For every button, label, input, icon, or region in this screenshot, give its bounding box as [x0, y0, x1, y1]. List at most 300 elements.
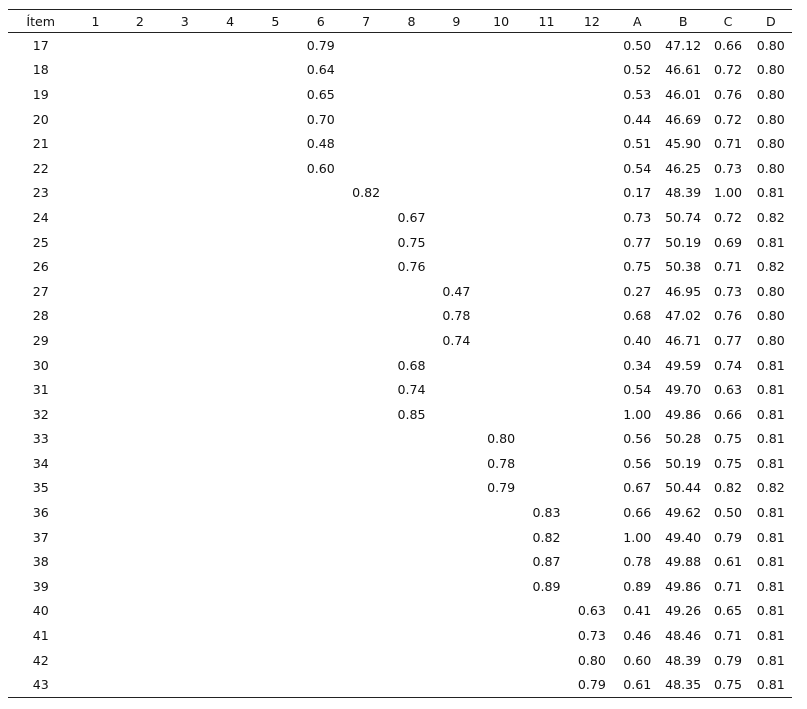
value-cell: [524, 402, 569, 427]
value-cell: [162, 402, 207, 427]
value-cell: [73, 451, 117, 476]
header-cell-6: 6: [298, 10, 343, 33]
value-cell: [343, 58, 388, 83]
value-cell: [118, 525, 162, 550]
value-cell: [298, 549, 343, 574]
value-cell: [298, 648, 343, 673]
value-cell: [524, 427, 569, 452]
item-number-cell: 20: [32, 111, 49, 127]
value-cell: 49.86: [665, 578, 702, 594]
value-cell: [434, 254, 478, 279]
value-cell: [569, 377, 614, 402]
value-cell: 0.75: [623, 259, 652, 275]
value-cell: [162, 230, 207, 255]
value-cell: 0.54: [623, 160, 652, 176]
value-cell: 0.44: [623, 111, 652, 127]
value-cell: [434, 476, 478, 501]
value-cell: [207, 82, 252, 107]
value-cell: [118, 353, 162, 378]
value-cell: [434, 107, 478, 132]
value-cell: 49.59: [665, 357, 702, 373]
value-cell: [253, 304, 298, 329]
value-cell: [73, 672, 117, 697]
value-cell: 0.78: [487, 455, 516, 471]
value-cell: [479, 82, 524, 107]
value-cell: [343, 672, 388, 697]
item-number-cell: 30: [32, 357, 49, 373]
value-cell: [207, 131, 252, 156]
value-cell: 0.79: [569, 672, 614, 697]
value-cell: [118, 230, 162, 255]
value-cell: [434, 500, 478, 525]
value-cell: [343, 205, 388, 230]
value-cell: [479, 377, 524, 402]
value-cell: [73, 549, 117, 574]
table-row: [8, 131, 792, 156]
value-cell: [434, 402, 478, 427]
value-cell: [73, 476, 117, 501]
value-cell: 49.62: [665, 505, 702, 521]
value-cell: 0.82: [756, 480, 785, 496]
value-cell: [162, 82, 207, 107]
value-cell: [479, 205, 524, 230]
value-cell: [162, 33, 207, 58]
value-cell: [162, 672, 207, 697]
value-cell: [253, 230, 298, 255]
value-cell: [434, 82, 478, 107]
value-cell: [389, 500, 434, 525]
value-cell: 48.39: [665, 185, 702, 201]
value-cell: 0.87: [532, 554, 561, 570]
value-cell: [479, 107, 524, 132]
value-cell: [434, 525, 478, 550]
value-cell: 48.46: [665, 628, 702, 644]
value-cell: 0.47: [442, 283, 471, 299]
value-cell: [389, 58, 434, 83]
value-cell: [253, 623, 298, 648]
value-cell: 0.89: [532, 578, 561, 594]
value-cell: [434, 131, 478, 156]
value-cell: 50.19: [665, 234, 702, 250]
value-cell: [343, 328, 388, 353]
table-row: [8, 205, 792, 230]
value-cell: [434, 58, 478, 83]
header-cell-10: 10: [479, 10, 524, 33]
value-cell: [479, 599, 524, 624]
value-cell: [162, 181, 207, 206]
value-cell: [569, 476, 614, 501]
factor-loadings-table: [8, 9, 792, 698]
value-cell: [343, 254, 388, 279]
value-cell: [253, 427, 298, 452]
value-cell: [73, 181, 117, 206]
value-cell: [207, 623, 252, 648]
value-cell: 0.68: [397, 357, 426, 373]
value-cell: [162, 599, 207, 624]
value-cell: 46.01: [665, 86, 702, 102]
value-cell: 0.85: [397, 406, 426, 422]
header-cell-a: A: [615, 10, 660, 33]
value-cell: 0.80: [756, 308, 785, 324]
value-cell: [118, 623, 162, 648]
value-cell: [479, 279, 524, 304]
header-cell-d: D: [750, 10, 792, 33]
value-cell: 49.86: [665, 406, 702, 422]
value-cell: [73, 254, 117, 279]
value-cell: 0.76: [713, 308, 742, 324]
value-cell: 0.81: [756, 431, 785, 447]
value-cell: [118, 549, 162, 574]
item-number-cell: 17: [32, 37, 49, 53]
value-cell: 0.64: [306, 62, 335, 78]
header-cell-12: 12: [569, 10, 614, 33]
value-cell: [298, 304, 343, 329]
value-cell: [524, 131, 569, 156]
value-cell: [118, 402, 162, 427]
value-cell: 0.73: [713, 160, 742, 176]
value-cell: [434, 451, 478, 476]
value-cell: 0.72: [713, 62, 742, 78]
value-cell: [524, 476, 569, 501]
value-cell: 0.78: [623, 554, 652, 570]
value-cell: [162, 205, 207, 230]
value-cell: [569, 82, 614, 107]
value-cell: [207, 451, 252, 476]
value-cell: [479, 402, 524, 427]
value-cell: [479, 623, 524, 648]
value-cell: [253, 33, 298, 58]
value-cell: [524, 58, 569, 83]
value-cell: 0.48: [306, 136, 335, 152]
value-cell: 0.79: [713, 529, 742, 545]
header-cell-8: 8: [389, 10, 434, 33]
table-row: [8, 353, 792, 378]
value-cell: [298, 328, 343, 353]
value-cell: [298, 623, 343, 648]
item-number-cell: 41: [32, 628, 49, 644]
value-cell: 0.81: [756, 357, 785, 373]
value-cell: [207, 353, 252, 378]
value-cell: [73, 279, 117, 304]
value-cell: [343, 82, 388, 107]
value-cell: 1.00: [623, 406, 652, 422]
value-cell: 0.73: [713, 283, 742, 299]
value-cell: 1.00: [623, 529, 652, 545]
value-cell: [73, 574, 117, 599]
value-cell: [343, 304, 388, 329]
value-cell: [343, 525, 388, 550]
value-cell: [389, 549, 434, 574]
table-row: [8, 476, 792, 501]
item-number-cell: 43: [8, 672, 73, 697]
header-cell-3: 3: [162, 10, 207, 33]
table-row: [8, 648, 792, 673]
value-cell: [524, 328, 569, 353]
value-cell: [207, 672, 252, 697]
value-cell: [434, 549, 478, 574]
value-cell: [298, 451, 343, 476]
value-cell: [569, 328, 614, 353]
value-cell: [118, 672, 162, 697]
value-cell: [524, 33, 569, 58]
table-row: [8, 107, 792, 132]
value-cell: 0.80: [756, 332, 785, 348]
table-row: [8, 82, 792, 107]
item-number-cell: 33: [32, 431, 49, 447]
value-cell: 0.40: [623, 332, 652, 348]
value-cell: [389, 82, 434, 107]
value-cell: 0.77: [623, 234, 652, 250]
table-body: [8, 33, 792, 698]
value-cell: [253, 402, 298, 427]
value-cell: [434, 230, 478, 255]
value-cell: 50.44: [665, 480, 702, 496]
value-cell: [298, 254, 343, 279]
value-cell: 0.80: [756, 111, 785, 127]
value-cell: [569, 549, 614, 574]
table-row: [8, 500, 792, 525]
table-row: [8, 33, 792, 58]
value-cell: 0.81: [756, 554, 785, 570]
value-cell: [524, 279, 569, 304]
value-cell: [389, 476, 434, 501]
value-cell: 0.74: [713, 357, 742, 373]
value-cell: [207, 33, 252, 58]
value-cell: [118, 599, 162, 624]
table-row: [8, 672, 792, 697]
value-cell: 0.82: [756, 209, 785, 225]
table-row: [8, 599, 792, 624]
value-cell: 0.82: [713, 480, 742, 496]
value-cell: 48.39: [665, 652, 702, 668]
header-cell-2: 2: [118, 10, 162, 33]
value-cell: 0.70: [306, 111, 335, 127]
value-cell: 0.67: [623, 480, 652, 496]
value-cell: [479, 156, 524, 181]
item-number-cell: 21: [32, 136, 49, 152]
item-number-cell: 23: [32, 185, 49, 201]
value-cell: 0.61: [713, 554, 742, 570]
value-cell: [253, 82, 298, 107]
value-cell: [524, 599, 569, 624]
value-cell: [479, 525, 524, 550]
value-cell: [343, 377, 388, 402]
item-number-cell: 35: [32, 480, 49, 496]
value-cell: 47.12: [665, 37, 702, 53]
value-cell: [524, 672, 569, 697]
value-cell: 0.75: [706, 672, 749, 697]
value-cell: [253, 181, 298, 206]
value-cell: 0.81: [756, 382, 785, 398]
table-row: [8, 304, 792, 329]
value-cell: 0.66: [713, 37, 742, 53]
value-cell: [162, 58, 207, 83]
value-cell: [298, 476, 343, 501]
table-row: [8, 230, 792, 255]
value-cell: 0.81: [756, 603, 785, 619]
value-cell: 0.69: [713, 234, 742, 250]
value-cell: 0.78: [442, 308, 471, 324]
value-cell: [162, 304, 207, 329]
value-cell: [479, 574, 524, 599]
value-cell: [389, 599, 434, 624]
value-cell: [343, 131, 388, 156]
value-cell: [389, 427, 434, 452]
item-number-cell: 38: [32, 554, 49, 570]
value-cell: [569, 279, 614, 304]
value-cell: 0.79: [306, 37, 335, 53]
value-cell: [162, 525, 207, 550]
value-cell: [207, 328, 252, 353]
table-row: [8, 254, 792, 279]
value-cell: 0.17: [623, 185, 652, 201]
value-cell: [343, 451, 388, 476]
value-cell: 47.02: [665, 308, 702, 324]
value-cell: [118, 33, 162, 58]
value-cell: [207, 574, 252, 599]
value-cell: [253, 279, 298, 304]
value-cell: [73, 82, 117, 107]
value-cell: 0.34: [623, 357, 652, 373]
value-cell: [207, 181, 252, 206]
header-cell-5: 5: [253, 10, 298, 33]
value-cell: [524, 623, 569, 648]
value-cell: [343, 156, 388, 181]
value-cell: [253, 451, 298, 476]
value-cell: [479, 648, 524, 673]
value-cell: [569, 574, 614, 599]
value-cell: 0.41: [623, 603, 652, 619]
value-cell: 0.67: [397, 209, 426, 225]
header-cell-7: 7: [343, 10, 388, 33]
value-cell: 0.72: [713, 209, 742, 225]
value-cell: 49.26: [665, 603, 702, 619]
value-cell: [434, 599, 478, 624]
item-number-cell: 18: [32, 62, 49, 78]
value-cell: 1.00: [713, 185, 742, 201]
value-cell: 0.82: [756, 259, 785, 275]
value-cell: [434, 427, 478, 452]
value-cell: [389, 525, 434, 550]
value-cell: 50.19: [665, 455, 702, 471]
value-cell: [569, 304, 614, 329]
value-cell: 0.63: [577, 603, 606, 619]
value-cell: 0.80: [577, 652, 606, 668]
value-cell: 46.25: [665, 160, 702, 176]
value-cell: [569, 131, 614, 156]
value-cell: 50.28: [665, 431, 702, 447]
value-cell: 0.60: [623, 652, 652, 668]
item-number-cell: 31: [32, 382, 49, 398]
value-cell: [343, 279, 388, 304]
value-cell: 0.66: [713, 406, 742, 422]
value-cell: [479, 304, 524, 329]
table-row: [8, 377, 792, 402]
value-cell: [389, 107, 434, 132]
value-cell: [389, 451, 434, 476]
value-cell: 0.53: [623, 86, 652, 102]
value-cell: [389, 672, 434, 697]
value-cell: [389, 181, 434, 206]
value-cell: [434, 377, 478, 402]
value-cell: 0.71: [713, 628, 742, 644]
item-number-cell: 22: [32, 160, 49, 176]
value-cell: [253, 107, 298, 132]
value-cell: [434, 156, 478, 181]
value-cell: 0.81: [756, 529, 785, 545]
value-cell: [73, 377, 117, 402]
item-number-cell: 32: [32, 406, 49, 422]
value-cell: [73, 131, 117, 156]
value-cell: [298, 574, 343, 599]
value-cell: [524, 304, 569, 329]
value-cell: [569, 525, 614, 550]
table-row: [8, 328, 792, 353]
value-cell: [569, 230, 614, 255]
value-cell: [434, 672, 478, 697]
value-cell: 0.80: [756, 62, 785, 78]
value-cell: [207, 58, 252, 83]
value-cell: 0.81: [756, 578, 785, 594]
value-cell: 49.70: [665, 382, 702, 398]
value-cell: [343, 427, 388, 452]
value-cell: [253, 58, 298, 83]
value-cell: [118, 377, 162, 402]
value-cell: 0.75: [713, 455, 742, 471]
value-cell: [73, 500, 117, 525]
value-cell: [524, 353, 569, 378]
header-cell-item: Ítem: [8, 10, 73, 33]
item-number-cell: 34: [32, 455, 49, 471]
value-cell: [162, 107, 207, 132]
value-cell: [479, 254, 524, 279]
value-cell: [298, 279, 343, 304]
header-cell-11: 11: [524, 10, 569, 33]
value-cell: 0.68: [623, 308, 652, 324]
value-cell: [343, 107, 388, 132]
value-cell: [73, 353, 117, 378]
value-cell: [298, 500, 343, 525]
table-row: [8, 181, 792, 206]
value-cell: 0.61: [615, 672, 660, 697]
value-cell: [118, 279, 162, 304]
value-cell: [207, 500, 252, 525]
value-cell: [253, 599, 298, 624]
value-cell: [389, 623, 434, 648]
value-cell: [118, 254, 162, 279]
value-cell: 0.81: [756, 505, 785, 521]
value-cell: [73, 623, 117, 648]
value-cell: 0.54: [623, 382, 652, 398]
value-cell: [434, 181, 478, 206]
value-cell: [298, 377, 343, 402]
value-cell: [389, 279, 434, 304]
value-cell: [207, 402, 252, 427]
value-cell: [298, 205, 343, 230]
value-cell: [524, 107, 569, 132]
value-cell: [253, 377, 298, 402]
value-cell: [118, 500, 162, 525]
value-cell: [343, 500, 388, 525]
value-cell: 0.73: [623, 209, 652, 225]
value-cell: [253, 500, 298, 525]
value-cell: [118, 451, 162, 476]
value-cell: 45.90: [665, 136, 702, 152]
value-cell: [569, 254, 614, 279]
item-number-cell: 19: [32, 86, 49, 102]
value-cell: 0.46: [623, 628, 652, 644]
value-cell: 0.80: [756, 283, 785, 299]
